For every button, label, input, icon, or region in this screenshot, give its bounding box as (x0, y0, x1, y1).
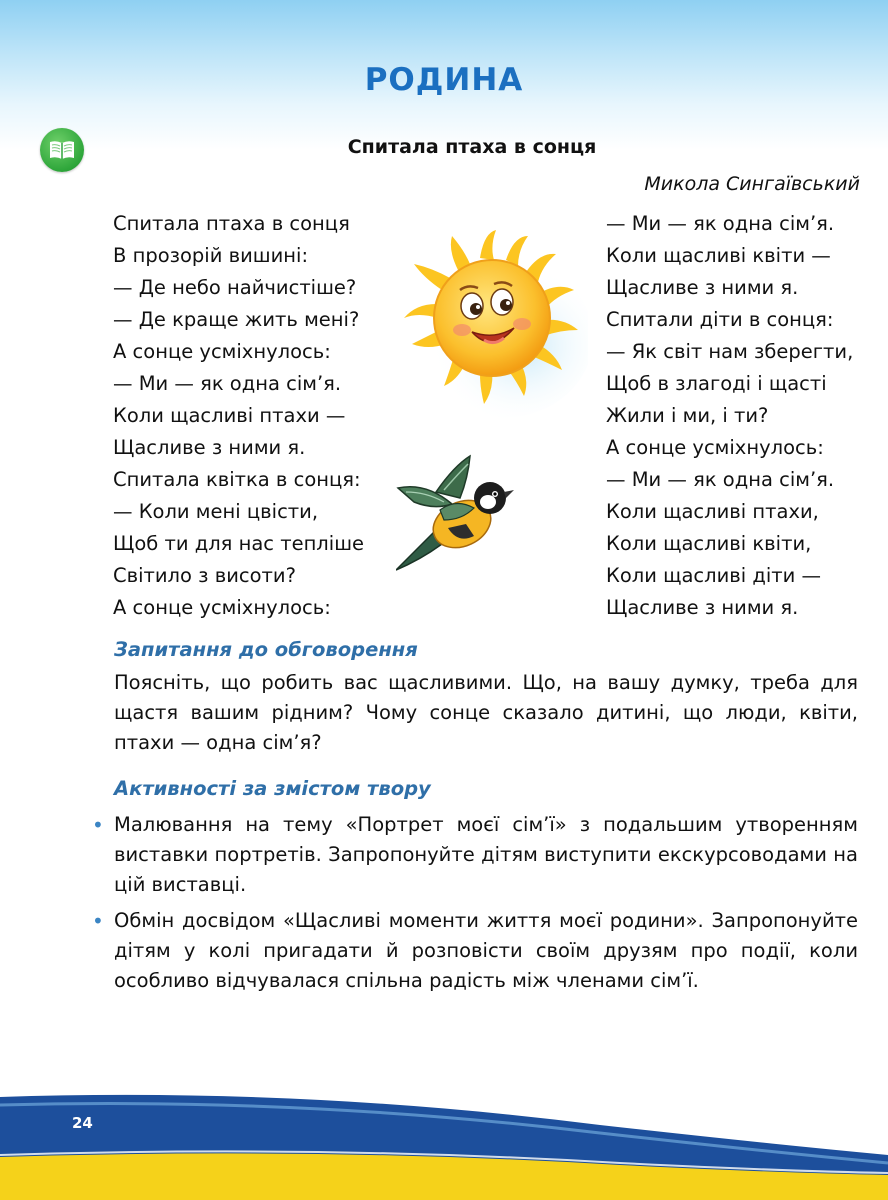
smiling-sun-icon (388, 228, 588, 418)
poem-left-column (113, 208, 364, 624)
poem-title: Спитала птаха в сонця (347, 136, 597, 158)
poem-line: Спитали діти в сонця: (606, 308, 834, 331)
poem-line: Світило з висоти? (113, 564, 296, 587)
poem-line: — Де небо найчистіше? (113, 276, 357, 299)
poem-line: — Як світ нам зберегти, (606, 340, 854, 363)
activities-heading: Активності за змістом твору (114, 777, 431, 800)
titmouse-bird-icon (396, 452, 516, 577)
list-item (92, 810, 858, 900)
poem-line: А сонце усміхнулось: (113, 340, 331, 363)
poem-line: Спитала квітка в сонця: (113, 468, 361, 491)
poem-line: — Ми — як одна сім’я. (113, 372, 342, 395)
poem-line: Коли щасливі квіти, (606, 532, 812, 555)
poem-author: Микола Сингаївський (644, 173, 860, 195)
poem-line: — Ми — як одна сім’я. (606, 212, 835, 235)
poem-line: Коли щасливі птахи, (606, 500, 819, 523)
poem-line: А сонце усміхнулось: (606, 436, 824, 459)
poem-line: В прозорій вишині: (113, 244, 309, 267)
activities-list (92, 810, 858, 1002)
poem-line: Коли щасливі діти — (606, 564, 822, 587)
poem-line: — Коли мені цвісти, (113, 500, 319, 523)
footer-flag-wave (0, 1085, 888, 1200)
page-number: 24 (72, 1114, 93, 1132)
poem-line: Щасливе з ними я. (606, 276, 799, 299)
poem-line: Спитала птаха в сонця (113, 212, 350, 235)
activity-text: Обмін досвідом «Щасливі моменти життя моєї родини». Запропонуйте дітям у колі пригадати й розповісти своїм друзям про події, коли особливо відчувалася спільна радість між членами сім’ї. (114, 909, 858, 992)
activity-text: Малювання на тему «Портрет моєї сім’ї» з подальшим утворенням виставки портретів. Запропонуйте дітям виступити екскурсоводами на цій виставці. (114, 813, 858, 896)
poem-line: Щасливе з ними я. (606, 596, 799, 619)
poem-line: Коли щасливі птахи — (113, 404, 346, 427)
poem-line: — Ми — як одна сім’я. (606, 468, 835, 491)
bullet-icon: • (92, 909, 104, 933)
poem-line: Щоб в злагоді і щасті (606, 372, 827, 395)
poem-right-column (606, 208, 853, 624)
poem-line: Щоб ти для нас тепліше (113, 532, 365, 555)
discussion-text: Поясніть, що робить вас щасливими. Що, на вашу думку, треба для щастя вашим рідним? Чому сонце сказало дитині, що люди, квіти, птахи — одна сім’я? (114, 671, 858, 754)
poem-line: Щасливе з ними я. (113, 436, 306, 459)
list-item (92, 906, 858, 996)
discussion-heading: Запитання до обговорення (114, 638, 418, 661)
poem-line: Жили і ми, і ти? (606, 404, 769, 427)
poem-line: А сонце усміхнулось: (113, 596, 331, 619)
page-title: РОДИНА (364, 62, 524, 98)
bullet-icon: • (92, 813, 104, 837)
poem-line: — Де краще жить мені? (113, 308, 360, 331)
poem-line: Коли щасливі квіти — (606, 244, 831, 267)
